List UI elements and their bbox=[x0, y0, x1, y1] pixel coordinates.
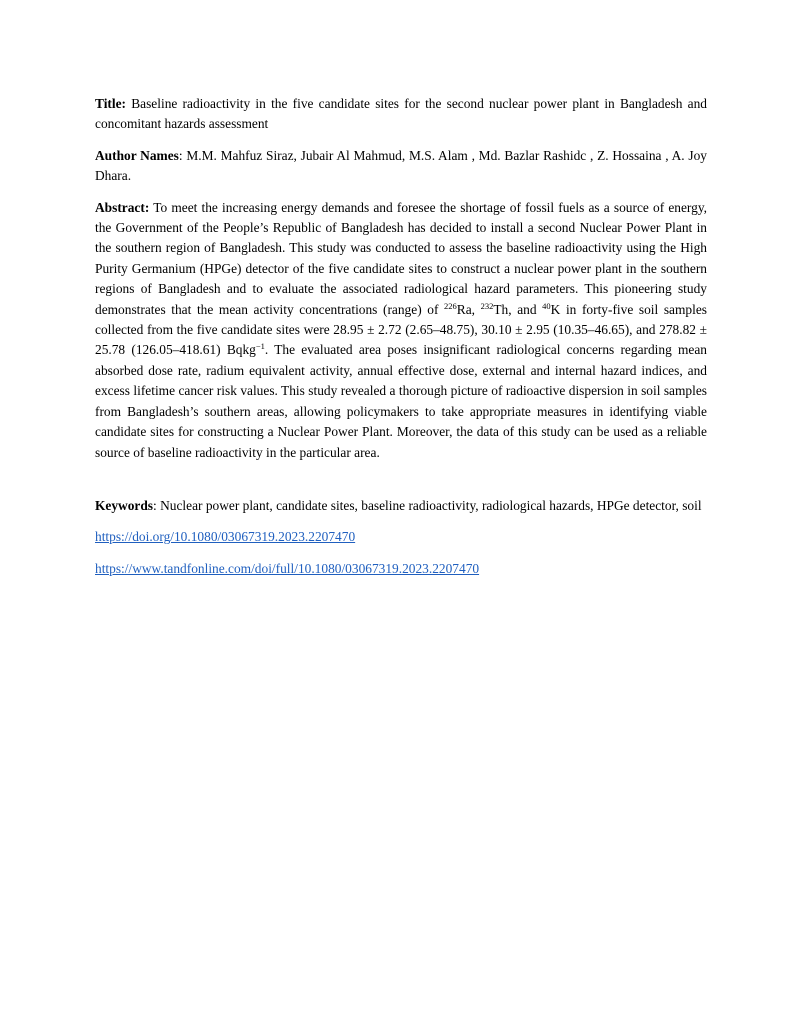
title-label: Title: bbox=[95, 96, 126, 111]
doi-link[interactable]: https://doi.org/10.1080/03067319.2023.2207470 bbox=[95, 529, 356, 545]
keywords-paragraph bbox=[95, 496, 707, 516]
doi-link-line bbox=[95, 527, 707, 547]
abstract-text-part-4: K in forty-five soil samples collected from the five candidate sites were 28.95 ± 2.72 (2.65–48.75), 30.10 ± 2.95 (10.35–46.65), and 278.82 ± 25.78 (126.05–418.61) Bqkg bbox=[95, 301, 707, 358]
abstract-label: Abstract: bbox=[95, 199, 150, 215]
keywords-text: : Nuclear power plant, candidate sites, baseline radioactivity, radiological hazards, HPGe detector, soil bbox=[153, 497, 702, 513]
authors-paragraph bbox=[95, 146, 707, 187]
document-body bbox=[95, 94, 707, 590]
authors-label: Author Names bbox=[95, 147, 179, 163]
ra-isotope-superscript: 226 bbox=[444, 300, 457, 311]
abstract-text-part-1: To meet the increasing energy demands and foresee the shortage of fossil fuels as a source of energy, the Government of the People’s Republic of Bangladesh has decided to install a second Nuclear Power Plant in the southern region of Bangladesh. This study was conducted to assess the baseline radioactivity using the High Purity Germanium (HPGe) detector of the five candidate sites to construct a nuclear power plant in the southern regions of Bangladesh and to evaluate the associated radiological hazard parameters. This pioneering study demonstrates that the mean activity concentrations (range) of bbox=[95, 199, 707, 317]
abstract-paragraph bbox=[95, 198, 707, 463]
title-paragraph bbox=[95, 94, 707, 135]
keywords-label: Keywords bbox=[95, 497, 154, 513]
authors-text: : M.M. Mahfuz Siraz, Jubair Al Mahmud, M.S. Alam , Md. Bazlar Rashidc , Z. Hossaina , A. Joy Dhara. bbox=[95, 147, 707, 184]
title-text: Baseline radioactivity in the five candidate sites for the second nuclear power plant in Bangladesh and concomitant hazards assessment bbox=[95, 96, 707, 132]
abstract-text-part-2: Ra, bbox=[456, 301, 481, 317]
unit-superscript: −1 bbox=[255, 341, 265, 352]
tandfonline-link-line bbox=[95, 559, 707, 579]
th-isotope-superscript: 232 bbox=[480, 300, 494, 311]
k-isotope-superscript: 40 bbox=[542, 300, 551, 311]
tandfonline-link[interactable]: https://www.tandfonline.com/doi/full/10.1080/03067319.2023.2207470 bbox=[95, 560, 480, 576]
abstract-text-part-3: Th, and bbox=[493, 301, 543, 317]
abstract-text-part-5: . The evaluated area poses insignificant radiological concerns regarding mean absorbed dose rate, radium equivalent activity, annual effective dose, external and internal hazard indices, and excess lifetime cancer risk values. This study revealed a thorough picture of radioactive dispersion in soil samples from Bangladesh’s southern areas, allowing policymakers to take appropriate measures in identifying viable candidate sites for constructing a Nuclear Power Plant. Moreover, the data of this study can be used as a reliable source of baseline radioactivity in the particular area. bbox=[95, 342, 708, 460]
